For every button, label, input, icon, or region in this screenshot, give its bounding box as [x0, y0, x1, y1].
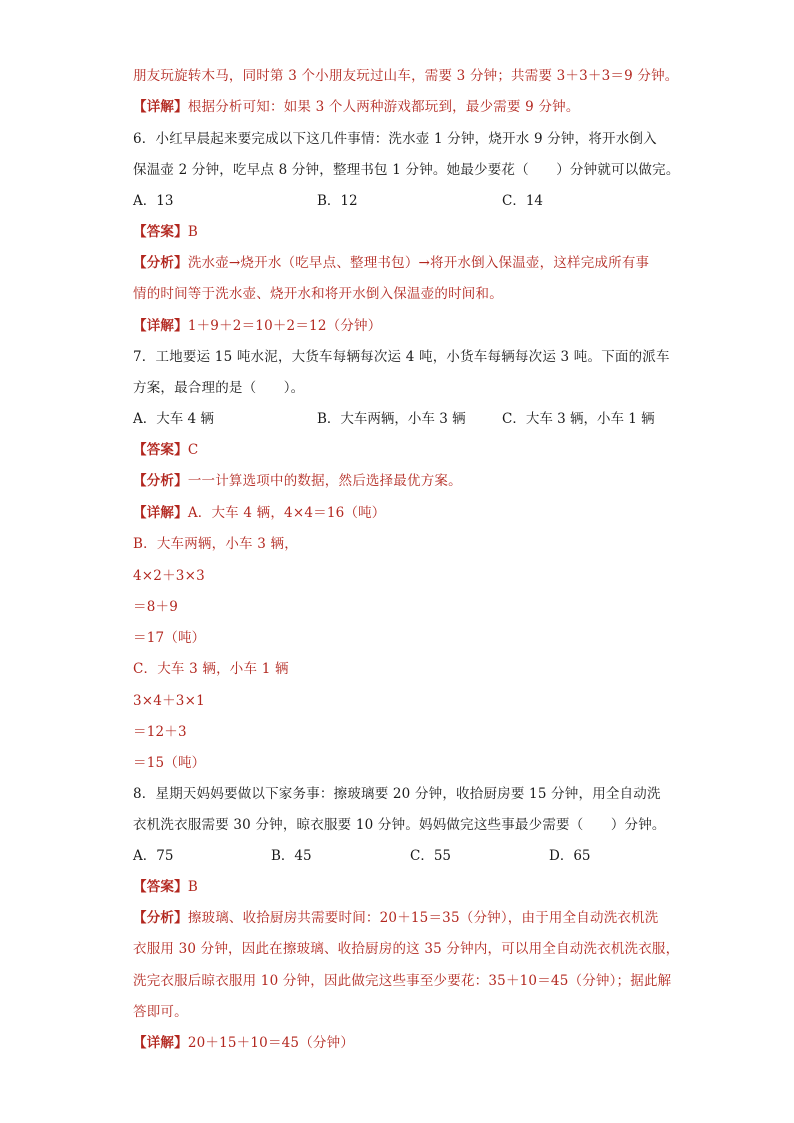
text-span: C — [187, 442, 199, 458]
section-tag: 【分析】 — [133, 255, 188, 271]
text-line — [133, 691, 663, 711]
text-line — [133, 471, 663, 491]
text-span: 3×4＋3×1 — [133, 693, 205, 709]
text-line — [133, 347, 670, 367]
text-span: B — [187, 224, 198, 240]
text-line — [133, 815, 666, 835]
section-tag: 【答案】 — [133, 224, 188, 240]
q8-option-a: A．75 — [133, 848, 174, 864]
text-line — [133, 908, 663, 928]
text-span: 答即可。 — [133, 1004, 188, 1020]
text-line — [133, 722, 663, 742]
text-span: 8．星期天妈妈要做以下家务事：擦玻璃要 20 分钟，收拾厨房要 15 分钟，用全自动洗 — [133, 786, 661, 802]
q8-option-c: C．55 — [410, 848, 452, 864]
text-line — [133, 378, 663, 398]
q8-option-b: B．45 — [271, 848, 312, 864]
text-span: C．大车 3 辆，小车 1 辆 — [133, 661, 289, 677]
text-span: 6．小红早晨起来要完成以下这几件事情：洗水壶 1 分钟，烧开水 9 分钟，将开水倒入 — [133, 131, 657, 147]
q6-option-b: B．12 — [317, 193, 358, 209]
text-line — [133, 753, 663, 773]
text-span: 衣机洗衣服需要 30 分钟，晾衣服要 10 分钟。妈妈做完这些事最少需要（ ）分钟。 — [133, 817, 666, 833]
section-tag: 【分析】 — [133, 910, 188, 926]
section-tag: 【答案】 — [133, 879, 188, 895]
text-span: 朋友玩旋转木马，同时第 3 个小朋友玩过山车，需要 3 分钟；共需要 3＋3＋3＝9 分钟。 — [133, 68, 679, 84]
text-span: ＝12＋3 — [133, 724, 187, 740]
text-span: 根据分析可知：如果 3 个人两种游戏都玩到，最少需要 9 分钟。 — [187, 99, 580, 115]
text-span: ＝8＋9 — [133, 599, 178, 615]
text-line — [133, 66, 679, 86]
text-span: 保温壶 2 分钟，吃早点 8 分钟，整理书包 1 分钟。她最少要花（ ）分钟就可以做完。 — [133, 162, 680, 178]
text-line — [133, 534, 663, 554]
section-tag: 【详解】 — [133, 1035, 188, 1051]
text-line — [133, 253, 663, 273]
text-span: 情的时间等于洗水壶、烧开水和将开水倒入保温壶的时间和。 — [133, 286, 503, 302]
section-tag: 【详解】 — [133, 318, 188, 334]
q7-option-a: A．大车 4 辆 — [133, 411, 214, 427]
text-line — [133, 566, 663, 586]
text-line — [133, 503, 663, 523]
text-line — [133, 129, 663, 149]
text-span: ＝17（吨） — [133, 630, 206, 646]
text-line — [133, 971, 672, 991]
q7-option-b: B．大车两辆，小车 3 辆 — [317, 411, 466, 427]
text-span: 20＋15＋10＝45（分钟） — [187, 1035, 355, 1051]
section-tag: 【分析】 — [133, 473, 188, 489]
text-line — [133, 160, 680, 180]
text-line — [133, 1033, 663, 1053]
text-line — [133, 784, 663, 804]
text-span: 4×2＋3×3 — [133, 568, 205, 584]
section-tag: 【详解】 — [133, 505, 188, 521]
q6-option-a: A．13 — [133, 193, 174, 209]
text-span: 衣服用 30 分钟，因此在擦玻璃、收拾厨房的这 35 分钟内，可以用全自动洗衣机洗衣服， — [133, 941, 680, 957]
text-span: 洗水壶→烧开水（吃早点、整理书包）→将开水倒入保温壶，这样完成所有事 — [187, 255, 650, 271]
text-line — [133, 1002, 663, 1022]
text-span: 擦玻璃、收拾厨房共需要时间：20＋15＝35（分钟），由于用全自动洗衣机洗 — [187, 910, 659, 926]
text-line — [133, 222, 663, 242]
text-span: B．大车两辆，小车 3 辆， — [133, 536, 298, 552]
text-line — [133, 939, 680, 959]
text-line — [133, 628, 663, 648]
q8-option-d: D．65 — [549, 848, 591, 864]
text-span: B — [187, 879, 198, 895]
text-line — [133, 877, 663, 897]
text-line — [133, 316, 663, 336]
text-span: 1＋9＋2＝10＋2＝12（分钟） — [187, 318, 382, 334]
text-span: ＝15（吨） — [133, 755, 206, 771]
text-span: 一一计算选项中的数据，然后选择最优方案。 — [187, 473, 462, 489]
text-span: 7．工地要运 15 吨水泥，大货车每辆每次运 4 吨，小货车每辆每次运 3 吨。下面的派车 — [133, 349, 670, 365]
text-line — [133, 284, 663, 304]
text-line — [133, 97, 663, 117]
text-span: A．大车 4 辆，4×4＝16（吨） — [187, 505, 386, 521]
text-line — [133, 659, 663, 679]
section-tag: 【答案】 — [133, 442, 188, 458]
text-span: 洗完衣服后晾衣服用 10 分钟，因此做完这些事至少要花：35＋10＝45（分钟）；据此解 — [133, 973, 672, 989]
q6-option-c: C．14 — [502, 193, 544, 209]
q7-option-c: C．大车 3 辆，小车 1 辆 — [502, 411, 655, 427]
text-span: 方案，最合理的是（ ）。 — [133, 380, 305, 396]
section-tag: 【详解】 — [133, 99, 188, 115]
text-line — [133, 440, 663, 460]
text-line — [133, 597, 663, 617]
